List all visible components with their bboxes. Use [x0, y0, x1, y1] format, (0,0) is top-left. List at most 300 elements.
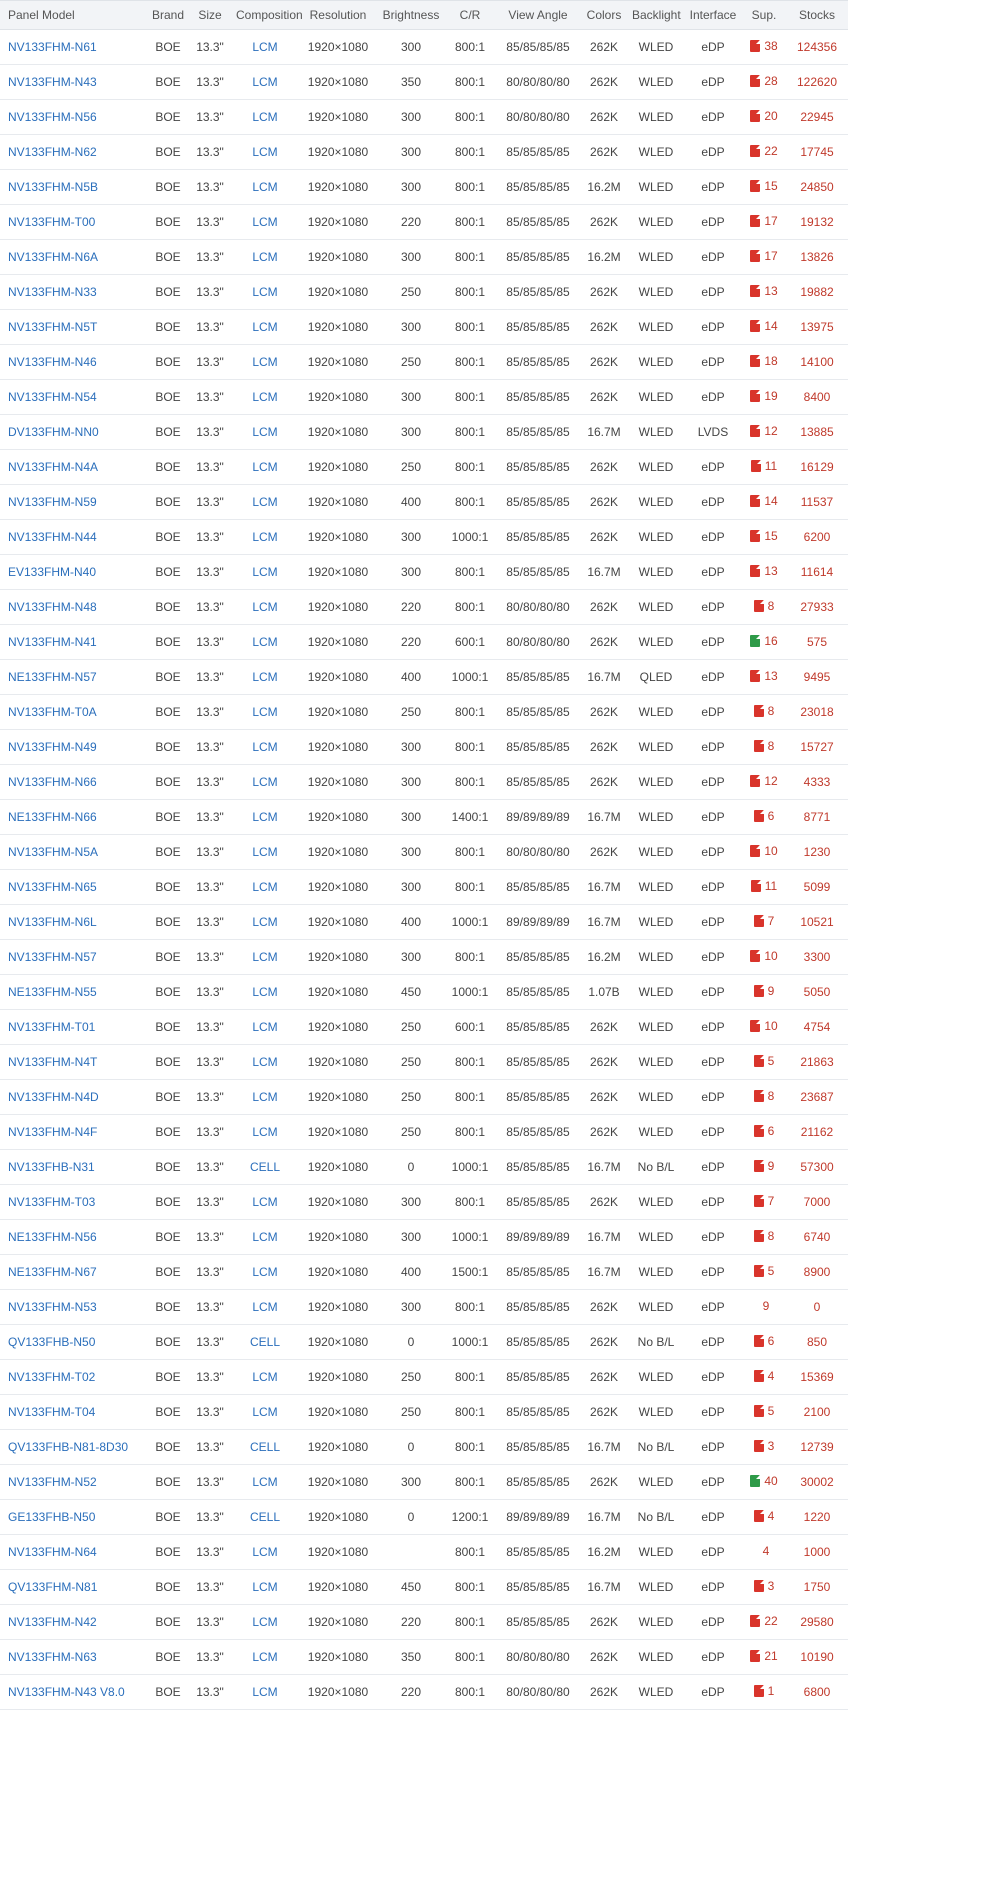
pdf-icon[interactable] [754, 1440, 764, 1452]
stocks-cell[interactable]: 13885 [786, 415, 848, 450]
panel-model-link[interactable]: NE133FHM-N55 [0, 975, 148, 1010]
suppliers-cell[interactable] [742, 765, 786, 800]
suppliers-cell[interactable] [742, 590, 786, 625]
panel-model-link[interactable]: NE133FHM-N56 [0, 1220, 148, 1255]
stocks-cell[interactable]: 13975 [786, 310, 848, 345]
table-row[interactable] [0, 1465, 848, 1500]
panel-model-link[interactable]: NV133FHM-N52 [0, 1465, 148, 1500]
panel-model-link[interactable]: NV133FHM-T04 [0, 1395, 148, 1430]
panel-model-link[interactable]: QV133FHB-N50 [0, 1325, 148, 1360]
panel-model-link[interactable]: QV133FHM-N81 [0, 1570, 148, 1605]
composition-link[interactable]: LCM [232, 205, 298, 240]
stocks-cell[interactable]: 29580 [786, 1605, 848, 1640]
stocks-cell[interactable]: 8900 [786, 1255, 848, 1290]
stocks-cell[interactable]: 19132 [786, 205, 848, 240]
composition-link[interactable]: LCM [232, 240, 298, 275]
composition-link[interactable]: LCM [232, 1115, 298, 1150]
panel-model-link[interactable]: NV133FHM-N4T [0, 1045, 148, 1080]
suppliers-cell[interactable] [742, 555, 786, 590]
table-row[interactable] [0, 450, 848, 485]
composition-link[interactable]: LCM [232, 1255, 298, 1290]
table-row[interactable] [0, 940, 848, 975]
composition-link[interactable]: LCM [232, 555, 298, 590]
table-row[interactable] [0, 1570, 848, 1605]
suppliers-cell[interactable] [742, 1570, 786, 1605]
composition-link[interactable]: LCM [232, 1570, 298, 1605]
composition-link[interactable]: CELL [232, 1325, 298, 1360]
panel-model-link[interactable]: NV133FHM-N56 [0, 100, 148, 135]
pdf-icon[interactable] [750, 180, 760, 192]
composition-link[interactable]: LCM [232, 450, 298, 485]
stocks-cell[interactable]: 5050 [786, 975, 848, 1010]
stocks-cell[interactable]: 27933 [786, 590, 848, 625]
panel-model-link[interactable]: NV133FHM-N4D [0, 1080, 148, 1115]
panel-model-link[interactable]: NV133FHM-T03 [0, 1185, 148, 1220]
composition-link[interactable]: LCM [232, 1395, 298, 1430]
panel-model-link[interactable]: NV133FHM-N64 [0, 1535, 148, 1570]
composition-link[interactable]: LCM [232, 415, 298, 450]
stocks-cell[interactable]: 11614 [786, 555, 848, 590]
stocks-cell[interactable]: 8771 [786, 800, 848, 835]
panel-model-link[interactable]: NV133FHM-N33 [0, 275, 148, 310]
suppliers-cell[interactable] [742, 1045, 786, 1080]
suppliers-cell[interactable] [742, 1675, 786, 1710]
pdf-icon[interactable] [754, 810, 764, 822]
table-row[interactable] [0, 1150, 848, 1185]
stocks-cell[interactable]: 21863 [786, 1045, 848, 1080]
table-row[interactable] [0, 695, 848, 730]
stocks-cell[interactable]: 1230 [786, 835, 848, 870]
column-header-stocks[interactable]: Stocks [786, 1, 848, 30]
table-row[interactable] [0, 485, 848, 520]
table-row[interactable] [0, 555, 848, 590]
stocks-cell[interactable]: 575 [786, 625, 848, 660]
panel-model-link[interactable]: GE133FHB-N50 [0, 1500, 148, 1535]
suppliers-cell[interactable] [742, 345, 786, 380]
panel-model-link[interactable]: NV133FHM-N54 [0, 380, 148, 415]
table-row[interactable] [0, 1535, 848, 1570]
suppliers-cell[interactable] [742, 65, 786, 100]
pdf-icon[interactable] [754, 1160, 764, 1172]
pdf-icon[interactable] [750, 75, 760, 87]
table-row[interactable] [0, 170, 848, 205]
composition-link[interactable]: LCM [232, 975, 298, 1010]
pdf-icon[interactable] [750, 390, 760, 402]
panel-model-link[interactable]: NV133FHM-N5A [0, 835, 148, 870]
panel-model-link[interactable]: NV133FHM-N4A [0, 450, 148, 485]
suppliers-cell[interactable] [742, 1640, 786, 1675]
column-header-size[interactable]: Size [188, 1, 232, 30]
table-row[interactable] [0, 1395, 848, 1430]
pdf-icon[interactable] [754, 1685, 764, 1697]
composition-link[interactable]: LCM [232, 1465, 298, 1500]
stocks-cell[interactable]: 15369 [786, 1360, 848, 1395]
suppliers-cell[interactable] [742, 1010, 786, 1045]
panel-model-link[interactable]: NV133FHM-N48 [0, 590, 148, 625]
pdf-icon[interactable] [754, 1125, 764, 1137]
suppliers-cell[interactable] [742, 1080, 786, 1115]
suppliers-cell[interactable] [742, 905, 786, 940]
table-row[interactable] [0, 1010, 848, 1045]
panel-model-link[interactable]: QV133FHB-N81-8D30 [0, 1430, 148, 1465]
stocks-cell[interactable]: 19882 [786, 275, 848, 310]
suppliers-cell[interactable] [742, 835, 786, 870]
table-row[interactable] [0, 1675, 848, 1710]
panel-model-link[interactable]: NV133FHB-N31 [0, 1150, 148, 1185]
pdf-icon[interactable] [750, 565, 760, 577]
stocks-cell[interactable]: 24850 [786, 170, 848, 205]
table-row[interactable] [0, 1080, 848, 1115]
stocks-cell[interactable]: 11537 [786, 485, 848, 520]
suppliers-cell[interactable] [742, 100, 786, 135]
stocks-cell[interactable]: 23687 [786, 1080, 848, 1115]
panel-model-link[interactable]: NV133FHM-N6L [0, 905, 148, 940]
panel-model-link[interactable]: NV133FHM-N61 [0, 30, 148, 65]
suppliers-cell[interactable] [742, 310, 786, 345]
stocks-cell[interactable]: 122620 [786, 65, 848, 100]
composition-link[interactable]: LCM [232, 1045, 298, 1080]
pdf-icon[interactable] [751, 880, 761, 892]
composition-link[interactable]: LCM [232, 520, 298, 555]
composition-link[interactable]: LCM [232, 1605, 298, 1640]
composition-link[interactable]: LCM [232, 940, 298, 975]
pdf-icon[interactable] [750, 1020, 760, 1032]
pdf-icon[interactable] [754, 1055, 764, 1067]
pdf-icon[interactable] [750, 425, 760, 437]
column-header-panel-model[interactable]: Panel Model [0, 1, 148, 30]
stocks-cell[interactable]: 4754 [786, 1010, 848, 1045]
pdf-icon[interactable] [751, 460, 761, 472]
stocks-cell[interactable]: 5099 [786, 870, 848, 905]
stocks-cell[interactable]: 14100 [786, 345, 848, 380]
suppliers-cell[interactable] [742, 450, 786, 485]
composition-link[interactable]: LCM [232, 660, 298, 695]
composition-link[interactable]: CELL [232, 1500, 298, 1535]
stocks-cell[interactable]: 23018 [786, 695, 848, 730]
table-row[interactable] [0, 310, 848, 345]
panel-model-link[interactable]: NV133FHM-T01 [0, 1010, 148, 1045]
suppliers-cell[interactable] [742, 485, 786, 520]
panel-model-link[interactable]: NV133FHM-N5T [0, 310, 148, 345]
composition-link[interactable]: LCM [232, 590, 298, 625]
panel-model-link[interactable]: NV133FHM-N43 [0, 65, 148, 100]
panel-model-link[interactable]: NV133FHM-N53 [0, 1290, 148, 1325]
pdf-icon[interactable] [750, 320, 760, 332]
panel-model-link[interactable]: NV133FHM-N65 [0, 870, 148, 905]
table-row[interactable] [0, 660, 848, 695]
stocks-cell[interactable]: 2100 [786, 1395, 848, 1430]
composition-link[interactable]: LCM [232, 730, 298, 765]
panel-model-link[interactable]: NV133FHM-N5B [0, 170, 148, 205]
suppliers-cell[interactable] [742, 380, 786, 415]
composition-link[interactable]: LCM [232, 100, 298, 135]
table-row[interactable] [0, 1640, 848, 1675]
stocks-cell[interactable]: 30002 [786, 1465, 848, 1500]
panel-model-link[interactable]: NV133FHM-N41 [0, 625, 148, 660]
stocks-cell[interactable]: 15727 [786, 730, 848, 765]
panel-model-link[interactable]: NV133FHM-T02 [0, 1360, 148, 1395]
panel-model-link[interactable]: NV133FHM-T0A [0, 695, 148, 730]
stocks-cell[interactable]: 0 [786, 1290, 848, 1325]
pdf-icon[interactable] [754, 600, 764, 612]
composition-link[interactable]: LCM [232, 1640, 298, 1675]
panel-model-link[interactable]: NE133FHM-N57 [0, 660, 148, 695]
column-header-colors[interactable]: Colors [580, 1, 628, 30]
composition-link[interactable]: LCM [232, 275, 298, 310]
pdf-icon[interactable] [750, 775, 760, 787]
column-header-contrast-ratio[interactable]: C/R [444, 1, 496, 30]
panel-model-link[interactable]: NV133FHM-T00 [0, 205, 148, 240]
panel-model-link[interactable]: NV133FHM-N42 [0, 1605, 148, 1640]
pdf-icon[interactable] [750, 355, 760, 367]
composition-link[interactable]: LCM [232, 870, 298, 905]
panel-model-link[interactable]: NE133FHM-N67 [0, 1255, 148, 1290]
table-row[interactable] [0, 380, 848, 415]
composition-link[interactable]: LCM [232, 380, 298, 415]
composition-link[interactable]: LCM [232, 170, 298, 205]
suppliers-cell[interactable] [742, 660, 786, 695]
pdf-icon[interactable] [754, 705, 764, 717]
table-row[interactable] [0, 1430, 848, 1465]
table-row[interactable] [0, 1185, 848, 1220]
table-row[interactable] [0, 65, 848, 100]
stocks-cell[interactable]: 22945 [786, 100, 848, 135]
composition-link[interactable]: LCM [232, 1360, 298, 1395]
suppliers-cell[interactable] [742, 975, 786, 1010]
composition-link[interactable]: LCM [232, 800, 298, 835]
table-row[interactable] [0, 1360, 848, 1395]
stocks-cell[interactable]: 17745 [786, 135, 848, 170]
panel-model-link[interactable]: NV133FHM-N4F [0, 1115, 148, 1150]
suppliers-cell[interactable] [742, 1605, 786, 1640]
composition-link[interactable]: CELL [232, 1150, 298, 1185]
pdf-icon[interactable] [754, 1090, 764, 1102]
pdf-icon[interactable] [750, 1615, 760, 1627]
composition-link[interactable]: LCM [232, 1010, 298, 1045]
stocks-cell[interactable]: 16129 [786, 450, 848, 485]
suppliers-cell[interactable] [742, 135, 786, 170]
stocks-cell[interactable]: 8400 [786, 380, 848, 415]
table-row[interactable] [0, 135, 848, 170]
table-row[interactable] [0, 1045, 848, 1080]
suppliers-cell[interactable] [742, 415, 786, 450]
pdf-icon[interactable] [754, 915, 764, 927]
stocks-cell[interactable]: 9495 [786, 660, 848, 695]
suppliers-cell[interactable] [742, 520, 786, 555]
stocks-cell[interactable]: 1000 [786, 1535, 848, 1570]
suppliers-cell[interactable] [742, 1220, 786, 1255]
suppliers-cell[interactable] [742, 800, 786, 835]
table-row[interactable] [0, 730, 848, 765]
table-row[interactable] [0, 1325, 848, 1360]
pdf-icon[interactable] [750, 950, 760, 962]
composition-link[interactable]: LCM [232, 695, 298, 730]
suppliers-cell[interactable] [742, 1465, 786, 1500]
composition-link[interactable]: LCM [232, 345, 298, 380]
suppliers-cell[interactable] [742, 30, 786, 65]
composition-link[interactable]: LCM [232, 765, 298, 800]
column-header-brand[interactable]: Brand [148, 1, 188, 30]
panel-model-link[interactable]: NV133FHM-N6A [0, 240, 148, 275]
pdf-icon[interactable] [750, 1650, 760, 1662]
suppliers-cell[interactable] [742, 1360, 786, 1395]
column-header-brightness[interactable]: Brightness [378, 1, 444, 30]
table-row[interactable] [0, 1255, 848, 1290]
stocks-cell[interactable]: 6800 [786, 1675, 848, 1710]
spreadsheet-icon[interactable] [750, 1475, 760, 1487]
pdf-icon[interactable] [750, 215, 760, 227]
suppliers-cell[interactable] [742, 1535, 786, 1570]
table-row[interactable] [0, 345, 848, 380]
pdf-icon[interactable] [754, 1370, 764, 1382]
table-row[interactable] [0, 100, 848, 135]
column-header-backlight[interactable]: Backlight [628, 1, 684, 30]
composition-link[interactable]: LCM [232, 1185, 298, 1220]
stocks-cell[interactable]: 850 [786, 1325, 848, 1360]
table-row[interactable] [0, 975, 848, 1010]
table-row[interactable] [0, 870, 848, 905]
suppliers-cell[interactable] [742, 730, 786, 765]
suppliers-cell[interactable] [742, 1500, 786, 1535]
column-header-composition[interactable]: Composition [232, 1, 298, 30]
suppliers-cell[interactable] [742, 1150, 786, 1185]
suppliers-cell[interactable] [742, 940, 786, 975]
pdf-icon[interactable] [750, 250, 760, 262]
suppliers-cell[interactable] [742, 1430, 786, 1465]
suppliers-cell[interactable] [742, 625, 786, 660]
stocks-cell[interactable]: 57300 [786, 1150, 848, 1185]
panel-model-link[interactable]: NV133FHM-N46 [0, 345, 148, 380]
pdf-icon[interactable] [750, 285, 760, 297]
suppliers-cell[interactable] [742, 1255, 786, 1290]
table-row[interactable] [0, 590, 848, 625]
suppliers-cell[interactable] [742, 205, 786, 240]
pdf-icon[interactable] [750, 670, 760, 682]
column-header-suppliers[interactable]: Sup. [742, 1, 786, 30]
stocks-cell[interactable]: 7000 [786, 1185, 848, 1220]
table-row[interactable] [0, 30, 848, 65]
stocks-cell[interactable]: 124356 [786, 30, 848, 65]
panel-model-link[interactable]: NV133FHM-N63 [0, 1640, 148, 1675]
composition-link[interactable]: LCM [232, 1290, 298, 1325]
composition-link[interactable]: LCM [232, 310, 298, 345]
column-header-resolution[interactable]: Resolution [298, 1, 378, 30]
suppliers-cell[interactable] [742, 1290, 786, 1325]
table-row[interactable] [0, 625, 848, 660]
stocks-cell[interactable]: 12739 [786, 1430, 848, 1465]
suppliers-cell[interactable] [742, 695, 786, 730]
panel-model-link[interactable]: NV133FHM-N44 [0, 520, 148, 555]
composition-link[interactable]: LCM [232, 485, 298, 520]
pdf-icon[interactable] [754, 1405, 764, 1417]
table-row[interactable] [0, 1220, 848, 1255]
stocks-cell[interactable]: 13826 [786, 240, 848, 275]
suppliers-cell[interactable] [742, 1115, 786, 1150]
stocks-cell[interactable]: 3300 [786, 940, 848, 975]
table-row[interactable] [0, 415, 848, 450]
pdf-icon[interactable] [754, 1265, 764, 1277]
table-row[interactable] [0, 520, 848, 555]
pdf-icon[interactable] [750, 530, 760, 542]
pdf-icon[interactable] [750, 145, 760, 157]
suppliers-cell[interactable] [742, 240, 786, 275]
stocks-cell[interactable]: 10521 [786, 905, 848, 940]
pdf-icon[interactable] [754, 1230, 764, 1242]
panel-model-link[interactable]: NV133FHM-N59 [0, 485, 148, 520]
panel-model-link[interactable]: NV133FHM-N66 [0, 765, 148, 800]
stocks-cell[interactable]: 10190 [786, 1640, 848, 1675]
table-row[interactable] [0, 905, 848, 940]
table-row[interactable] [0, 765, 848, 800]
pdf-icon[interactable] [750, 495, 760, 507]
pdf-icon[interactable] [754, 1195, 764, 1207]
stocks-cell[interactable]: 6200 [786, 520, 848, 555]
colors-cell: 262K [580, 310, 628, 345]
suppliers-cell[interactable] [742, 170, 786, 205]
spreadsheet-icon[interactable] [750, 635, 760, 647]
pdf-icon[interactable] [750, 40, 760, 52]
table-row[interactable] [0, 205, 848, 240]
table-row[interactable] [0, 800, 848, 835]
composition-link[interactable]: LCM [232, 905, 298, 940]
stocks-cell[interactable]: 6740 [786, 1220, 848, 1255]
stocks-cell[interactable]: 21162 [786, 1115, 848, 1150]
panel-model-link[interactable]: NV133FHM-N43 V8.0 [0, 1675, 148, 1710]
panel-model-link[interactable]: DV133FHM-NN0 [0, 415, 148, 450]
suppliers-cell[interactable] [742, 870, 786, 905]
composition-link[interactable]: LCM [232, 1675, 298, 1710]
composition-link[interactable]: LCM [232, 135, 298, 170]
composition-link[interactable]: LCM [232, 1535, 298, 1570]
panel-model-link[interactable]: EV133FHM-N40 [0, 555, 148, 590]
table-row[interactable] [0, 1290, 848, 1325]
pdf-icon[interactable] [750, 110, 760, 122]
suppliers-cell[interactable] [742, 1185, 786, 1220]
stocks-cell[interactable]: 1220 [786, 1500, 848, 1535]
composition-link[interactable]: LCM [232, 835, 298, 870]
table-row[interactable] [0, 1115, 848, 1150]
table-row[interactable] [0, 835, 848, 870]
pdf-icon[interactable] [754, 740, 764, 752]
table-row[interactable] [0, 1605, 848, 1640]
panel-model-link[interactable]: NE133FHM-N66 [0, 800, 148, 835]
composition-link[interactable]: LCM [232, 30, 298, 65]
table-row[interactable] [0, 1500, 848, 1535]
panel-model-link[interactable]: NV133FHM-N49 [0, 730, 148, 765]
panel-model-link[interactable]: NV133FHM-N62 [0, 135, 148, 170]
suppliers-cell[interactable] [742, 1325, 786, 1360]
column-header-view-angle[interactable]: View Angle [496, 1, 580, 30]
pdf-icon[interactable] [754, 1510, 764, 1522]
stocks-cell[interactable]: 1750 [786, 1570, 848, 1605]
pdf-icon[interactable] [750, 845, 760, 857]
stocks-cell[interactable]: 4333 [786, 765, 848, 800]
composition-link[interactable]: LCM [232, 625, 298, 660]
pdf-icon[interactable] [754, 1580, 764, 1592]
pdf-icon[interactable] [754, 1335, 764, 1347]
composition-link[interactable]: LCM [232, 1220, 298, 1255]
suppliers-cell[interactable] [742, 275, 786, 310]
pdf-icon[interactable] [754, 985, 764, 997]
composition-link[interactable]: LCM [232, 65, 298, 100]
column-header-interface[interactable]: Interface [684, 1, 742, 30]
panel-model-link[interactable]: NV133FHM-N57 [0, 940, 148, 975]
suppliers-cell[interactable] [742, 1395, 786, 1430]
composition-link[interactable]: LCM [232, 1080, 298, 1115]
table-row[interactable] [0, 240, 848, 275]
table-row[interactable] [0, 275, 848, 310]
composition-link[interactable]: CELL [232, 1430, 298, 1465]
